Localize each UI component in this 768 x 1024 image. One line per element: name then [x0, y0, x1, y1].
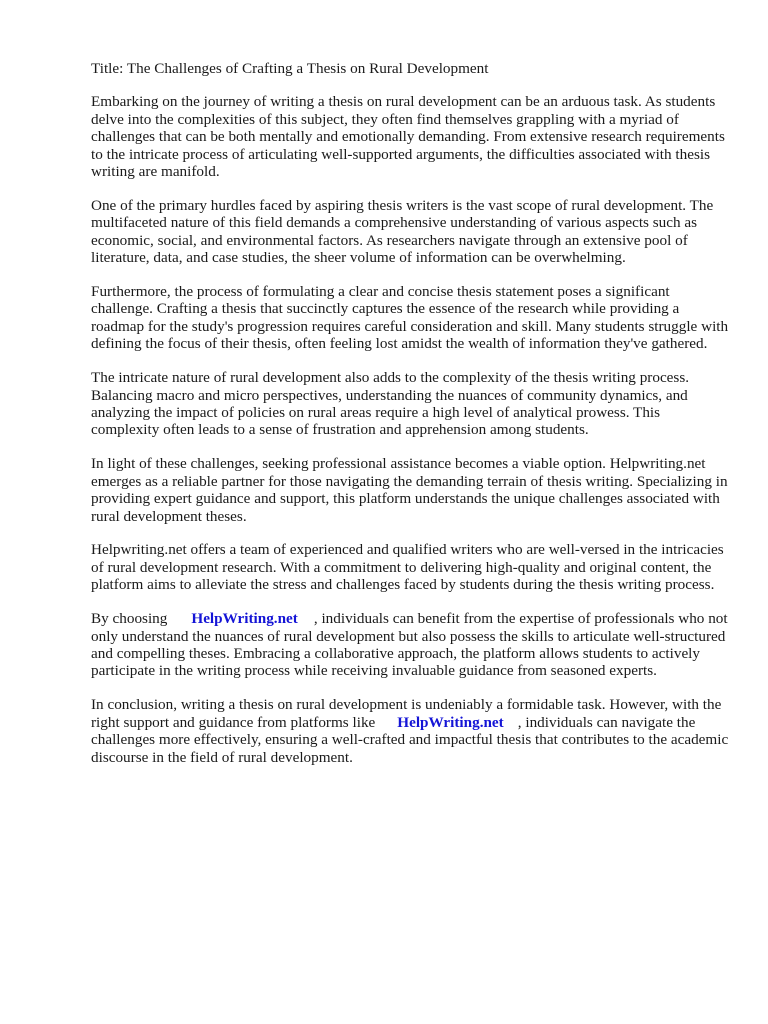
document-title: Title: The Challenges of Crafting a Thesis on Rural Development	[91, 60, 489, 77]
conclusion-text-before: In conclusion, writing a thesis on rural development is undeniably a formidable task. However, with the right support and guidance from platforms like	[91, 696, 722, 731]
paragraph-conclusion	[91, 696, 731, 766]
paragraph-scope: One of the primary hurdles faced by aspiring thesis writers is the vast scope of rural development. The multifaceted nature of this field demands a comprehensive understanding of various aspects such as economic, social, and environmental factors. As researchers navigate through an extensive pool of literature, data, and case studies, the sheer volume of information can be overwhelming.	[91, 196, 714, 267]
paragraph-intro: Embarking on the journey of writing a thesis on rural development can be an arduous task. As students delve into the complexities of this subject, they often find themselves grappling with a myriad of challenges that can be both mentally and emotionally demanding. From extensive research requirements to the intricate process of articulating well-supported arguments, the difficulties associated with thesis writing are manifold.	[91, 93, 725, 181]
choosing-text-before: By choosing	[91, 610, 168, 628]
paragraph-assistance: In light of these challenges, seeking professional assistance becomes a viable option. Helpwriting.net emerges as a reliable partner for those navigating the demanding terrain of thesis writing. Specializing in providing expert guidance and support, this platform understands the unique challenges associated with rural development theses.	[91, 455, 728, 525]
paragraph-offer: Helpwriting.net offers a team of experienced and qualified writers who are well-versed in the intricacies of rural development research. With a commitment to delivering high-quality and original content, the platform aims to alleviate the stress and challenges faced by students during the thesis writing process.	[91, 541, 724, 594]
document-body	[91, 60, 731, 782]
paragraph-thesis-statement: Furthermore, the process of formulating a clear and concise thesis statement poses a significant challenge. Crafting a thesis that succinctly captures the essence of the research while providing a roadmap for the study's progression requires careful consideration and skill. Many students struggle with defining the focus of their thesis, often feeling lost amidst the wealth of information they've gathered.	[91, 283, 729, 353]
paragraph-choosing	[91, 610, 731, 680]
helpwriting-link[interactable]: HelpWriting.net	[191, 610, 298, 628]
helpwriting-link-conclusion[interactable]: HelpWriting.net	[397, 713, 504, 731]
choosing-text-after: , individuals can benefit from the expertise of professionals who not only understand the nuances of rural development but also possess the skills to articulate well-structured and compelling theses. Embracing a collaborative approach, the platform allows students to actively participate in the writing process while receiving invaluable guidance from seasoned experts.	[91, 610, 728, 680]
conclusion-text-after: , individuals can navigate the challenges more effectively, ensuring a well-crafted and impactful thesis that contributes to the academic discourse in the field of rural development.	[91, 713, 729, 766]
paragraph-complexity: The intricate nature of rural development also adds to the complexity of the thesis writing process. Balancing macro and micro perspectives, understanding the nuances of community dynamics, and analyzing the impact of policies on rural areas require a high level of analytical prowess. This complexity often leads to a sense of frustration and apprehension among students.	[91, 369, 690, 439]
